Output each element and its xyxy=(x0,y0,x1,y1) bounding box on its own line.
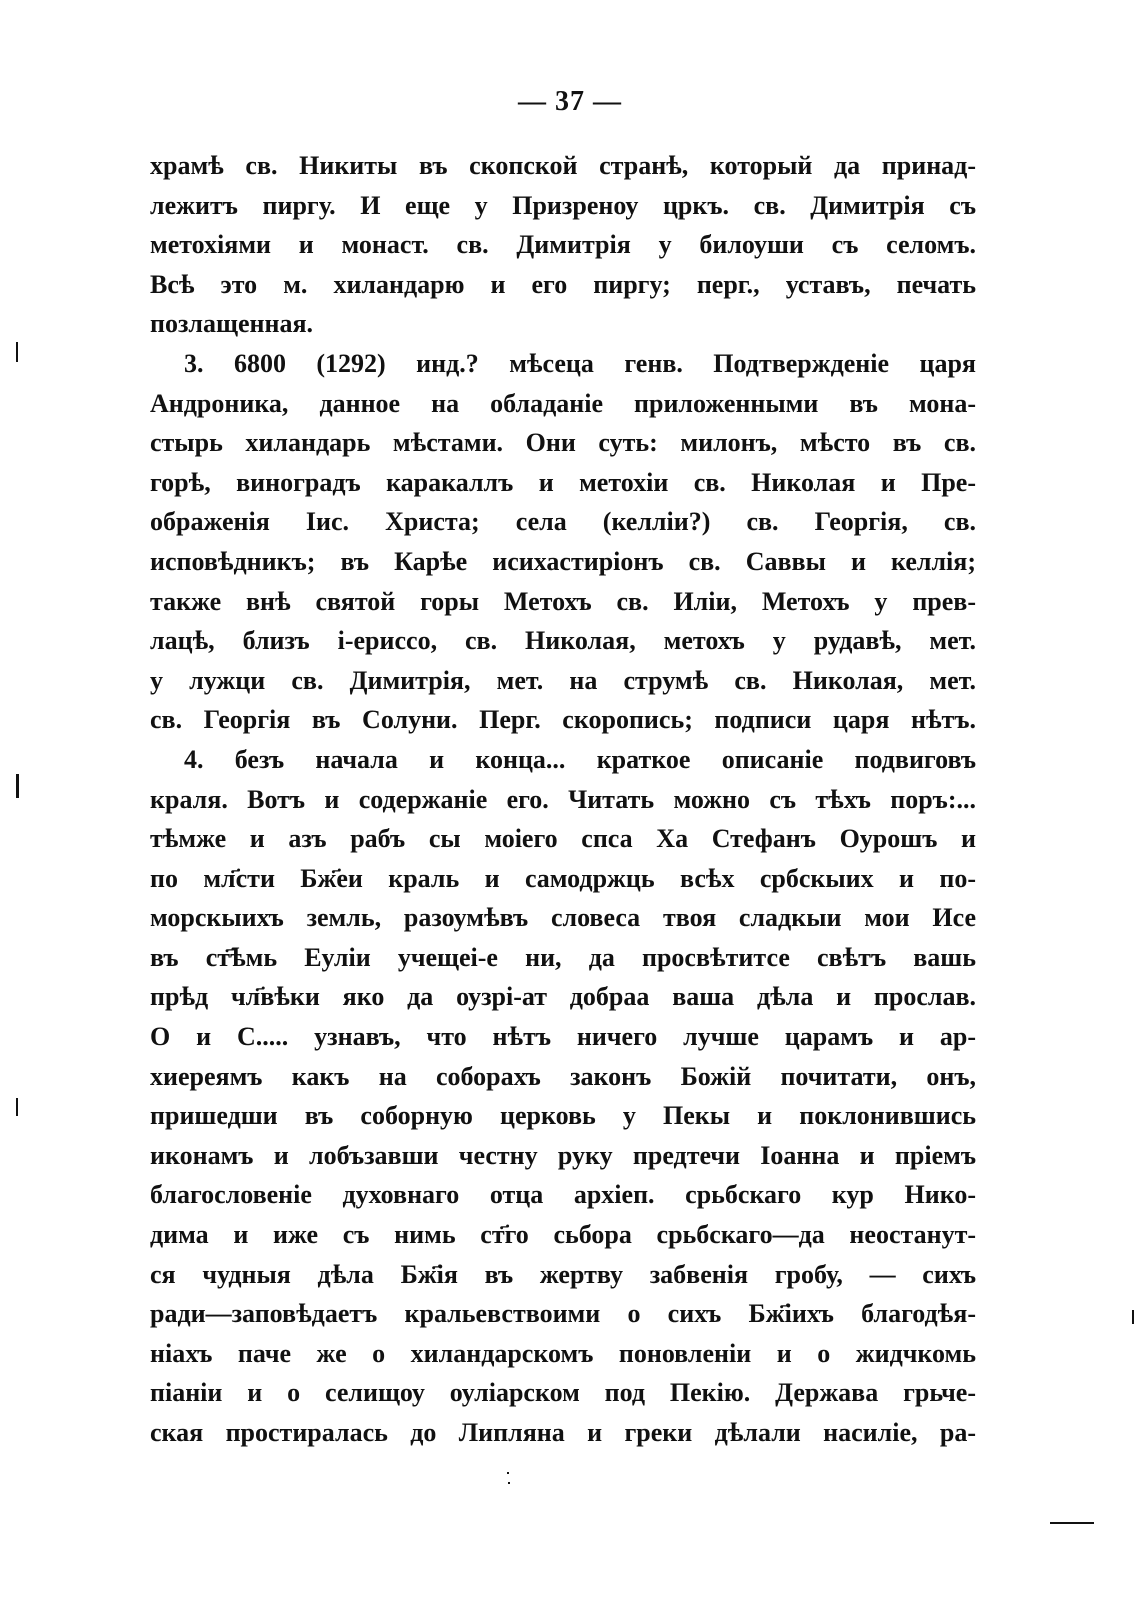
text-line: прѣд чл҃вѣки яко да оузрі-ат добраа ваша дѣла и прослав. xyxy=(150,982,976,1012)
text-line: св. Георгія въ Солуни. Перг. скоропись; подписи царя нѣтъ. xyxy=(150,705,976,735)
margin-mark xyxy=(1132,1310,1134,1324)
text-line: позлащенная. xyxy=(150,309,314,339)
bottom-rule xyxy=(1050,1522,1094,1524)
text-line: дима и иже съ нимь ст҃го сьбора срьбскаго—да неостанут- xyxy=(150,1220,976,1250)
text-line: морскыихъ земль, разоумѣвъ словеса твоя сладкыи мои Исе xyxy=(150,903,976,933)
text-line: піаніи и о селищоу оуліарском под Пекію. Держава грьче- xyxy=(150,1378,976,1408)
print-speck xyxy=(508,1482,510,1484)
text-line: стырь хиландарь мѣстами. Они суть: милонъ, мѣсто въ св. xyxy=(150,428,976,458)
text-line: ся чудныя дѣла Бж҃ія въ жертву забвенія гробу, — сихъ xyxy=(150,1259,976,1289)
margin-mark xyxy=(16,1098,18,1116)
text-line: хиереямъ какъ на соборахъ законъ Божій почитати, онъ, xyxy=(150,1061,976,1091)
print-speck xyxy=(507,1472,509,1474)
text-line: О и С..... узнавъ, что нѣтъ ничего лучше царамъ и ар- xyxy=(150,1022,976,1052)
text-line: краля. Вотъ и содержаніе его. Читать можно съ тѣхъ поръ:... xyxy=(150,784,976,814)
text-line: ображенія Іис. Христа; села (келліи?) св. Георгія, св. xyxy=(150,507,976,537)
text-line: у лужци св. Димитрія, мет. на струмѣ св. Николая, мет. xyxy=(150,665,976,695)
margin-mark xyxy=(16,774,19,798)
text-line: исповѣдникъ; въ Карѣе исихастиріонъ св. Саввы и келлія; xyxy=(150,546,976,576)
text-line: горѣ, виноградъ каракаллъ и метохіи св. Николая и Пре- xyxy=(150,467,976,497)
text-line: ніахъ паче же о хиландарскомъ поновленіи и о жидчкомь xyxy=(150,1338,976,1368)
text-line: ради—заповѣдаетъ кральевствоими о сихъ Бж҃іихъ благодѣя- xyxy=(150,1299,976,1329)
text-line: въ ст҃ѣмь Еуліи учещеі-е ни, да просвѣтитсе свѣтъ вашь xyxy=(150,942,976,972)
text-line: ская простиралась до Липляна и греки дѣлали насиліе, ра- xyxy=(150,1418,976,1447)
text-line: лежитъ пиргу. И еще у Призреноу цркъ. св. Димитрія съ xyxy=(150,190,976,220)
text-line: иконамъ и лобъзавши честну руку предтечи Іоанна и пріемъ xyxy=(150,1140,976,1170)
text-line: 4. безъ начала и конца... краткое описаніе подвиговъ xyxy=(184,744,976,774)
text-line: тѣмже и азъ рабъ сы моіего спса Ха Стефанъ Оурошъ и xyxy=(150,824,976,854)
text-line: лацѣ, близъ і-ериссо, св. Николая, метохъ у рудавѣ, мет. xyxy=(150,626,976,656)
text-line: по мл҃сти Бж҃еи краль и самодржць всѣх србскыих и по- xyxy=(150,863,976,893)
text-line: храмѣ св. Никиты въ скопской странѣ, который да принад- xyxy=(150,151,976,180)
text-line: пришедши въ соборную церковь у Пекы и поклонившись xyxy=(150,1101,976,1131)
text-line: Андроника, данное на обладаніе приложенными въ мона- xyxy=(150,388,976,418)
text-line: метохіями и монаст. св. Димитрія у билоуши съ селомъ. xyxy=(150,230,976,260)
margin-mark xyxy=(16,342,18,362)
page-number: — 37 — xyxy=(518,86,622,117)
text-line: также внѣ святой горы Метохъ св. Иліи, Метохъ у прев- xyxy=(150,586,976,616)
body-text xyxy=(150,146,976,1453)
text-line: Всѣ это м. хиландарю и его пиргу; перг., уставъ, печать xyxy=(150,269,976,299)
text-line: 3. 6800 (1292) инд.? мѣсеца генв. Подтвержденіе царя xyxy=(184,348,976,378)
text-line: благословеніе духовнаго отца архіеп. срьбскаго кур Нико- xyxy=(150,1180,976,1210)
